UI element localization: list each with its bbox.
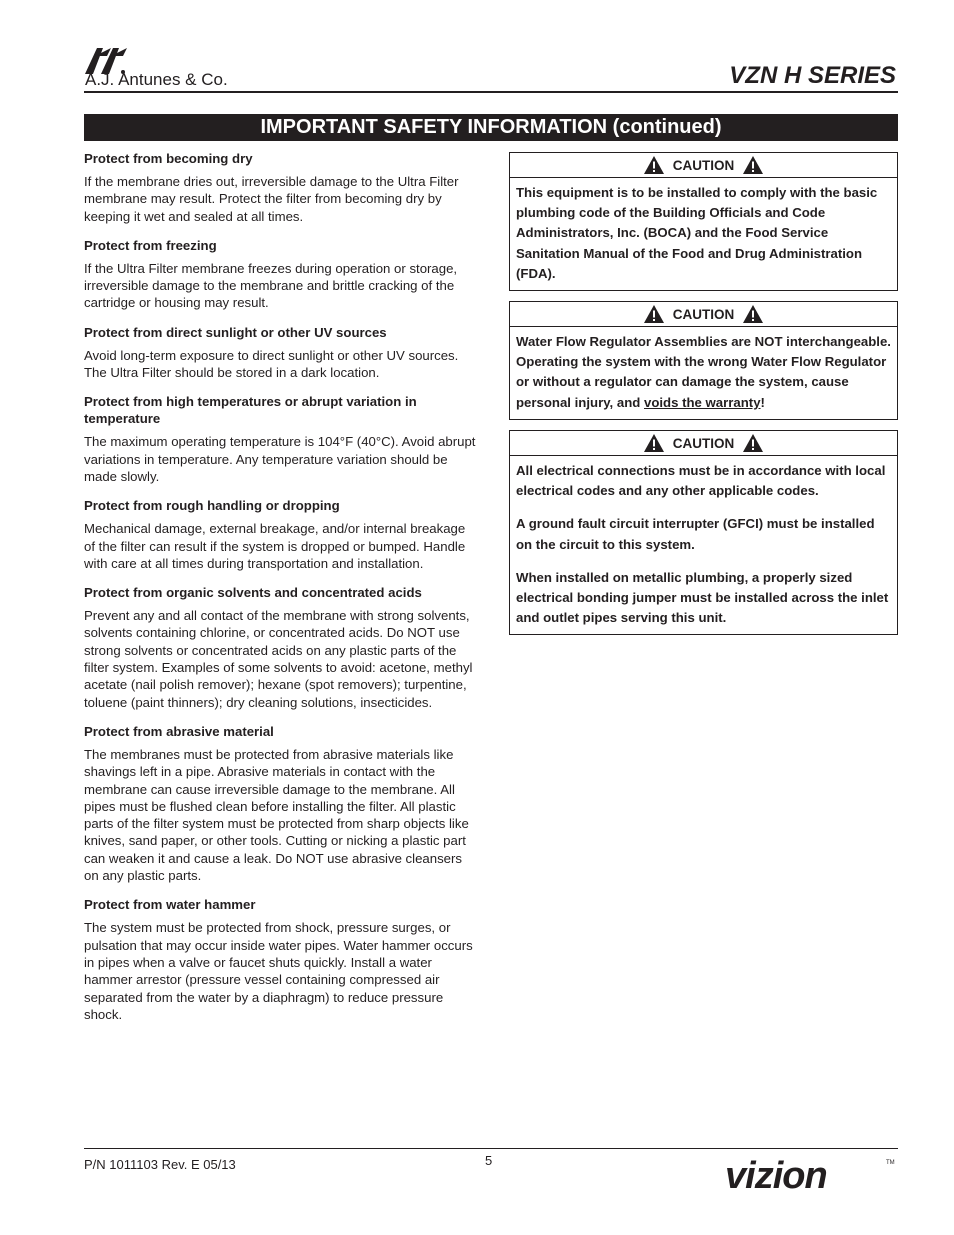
item-body: Mechanical damage, external breakage, and/or internal breakage of the filter can result if the system is dropped or bumped. Handle with care at all times during transportation and installation. xyxy=(84,521,466,571)
caution-paragraph: This equipment is to be installed to comply with the basic plumbing code of the Building Officials and Code Administrators, Inc. (BOCA) and the Food Service Sanitation Manual of the Food and Drug Administration (FDA). xyxy=(516,185,878,281)
warning-triangle-icon xyxy=(643,304,665,324)
header-divider xyxy=(84,91,898,93)
item-body: If the Ultra Filter membrane freezes during operation or storage, irreversible damage to the membrane and brittle cracking of the cartridge or housing may result. xyxy=(84,260,458,311)
caution-header xyxy=(510,153,897,178)
vizion-logo: vizion xyxy=(725,1155,827,1197)
safety-items-column xyxy=(84,150,476,1035)
caution-box-plumbing-code xyxy=(509,152,898,291)
trademark: TM xyxy=(886,1160,895,1166)
item-heading: Protect from freezing xyxy=(84,237,217,253)
item-heading: Protect from organic solvents and concentrated acids xyxy=(84,585,422,601)
series-title: VZN H SERIES xyxy=(729,62,896,89)
section-title: IMPORTANT SAFETY INFORMATION (continued) xyxy=(84,114,898,141)
item-body: Avoid long-term exposure to direct sunlight or other UV sources. The Ultra Filter should be stored in a dark location. xyxy=(84,347,459,381)
caution-box-electrical xyxy=(509,430,898,635)
item-heading: Protect from becoming dry xyxy=(84,151,253,166)
caution-paragraph xyxy=(516,332,891,413)
warning-triangle-icon xyxy=(742,433,764,453)
item-heading: Protect from direct sunlight or other UV sources xyxy=(84,324,387,340)
company-name: A.J. Antunes & Co. xyxy=(85,70,228,89)
caution-text xyxy=(510,178,897,290)
page-number: 5 xyxy=(485,1153,493,1168)
caution-header xyxy=(510,302,897,327)
caution-text-after: ! xyxy=(760,394,765,410)
warning-triangle-icon xyxy=(643,433,665,453)
caution-text-before: Water Flow Regulator Assemblies are NOT interchangeable. Operating the system with the wrong Water Flow Regulator or without a regulator can damage the system, cause personal injury, and xyxy=(516,334,891,410)
company-logo xyxy=(83,44,283,90)
caution-paragraph: All electrical connections must be in accordance with local electrical codes and any other applicable codes. xyxy=(516,463,886,499)
caution-text xyxy=(510,456,897,634)
item-body: The system must be protected from shock, pressure surges, or pulsation that may occur inside water pipes. Water hammer occurs in pipes when a valve or faucet shuts quickly. Install a water hammer arrestor (pressure vessel containing compressed air separated from the water by a diaphragm) to reduce pressure shock. xyxy=(84,920,473,1022)
warranty-notice: voids the warranty xyxy=(644,394,761,410)
caution-text xyxy=(510,327,897,419)
caution-paragraph: When installed on metallic plumbing, a properly sized electrical bonding jumper must be installed across the inlet and outlet pipes serving this unit. xyxy=(516,569,889,626)
warning-triangle-icon xyxy=(742,304,764,324)
caution-header xyxy=(510,431,897,456)
item-heading: Protect from high temperatures or abrupt variation in temperature xyxy=(84,394,417,427)
item-heading: Protect from water hammer xyxy=(84,897,256,913)
item-body: If the membrane dries out, irreversible damage to the Ultra Filter membrane may result. Protect the filter from becoming dry by keeping it wet and sealed at all times. xyxy=(84,174,459,224)
warning-triangle-icon xyxy=(742,155,764,175)
caution-label: CAUTION xyxy=(672,157,735,173)
item-heading: Protect from abrasive material xyxy=(84,723,274,739)
caution-paragraph: A ground fault circuit interrupter (GFCI) must be installed on the circuit to this system. xyxy=(516,516,875,552)
part-number: P/N 1011103 Rev. E 05/13 xyxy=(84,1157,236,1172)
item-body: The membranes must be protected from abrasive materials like shavings left in a pipe. Abrasive materials in contact with the membrane can cause irreversible damage to the membrane. All pipes must be flushed clean before installing the filter. All plastic parts of the filter system must be protected from sharp objects like knives, sand paper, or other tools. Cutting or nicking a plastic part can weaken it and cause a leak. Do NOT use abrasive cleansers on any plastic parts. xyxy=(84,746,469,884)
warning-triangle-icon xyxy=(643,155,665,175)
caution-box-water-flow-regulator xyxy=(509,301,898,420)
item-body: Prevent any and all contact of the membrane with strong solvents, solvents containing chlorine, or concentrated acids. Do NOT use strong solvents or concentrated acids on any plastic parts of the filter system. Examples of some solvents to avoid: acetone, methyl acetate (nail polish remover); hexane (spot removers); turpentine, toluene (paint thinners); dry cleaning solutions, insecticides. xyxy=(84,608,473,710)
item-body: The maximum operating temperature is 104°F (40°C). Avoid abrupt variations in temperature. Any temperature variation should be made slowly. xyxy=(84,434,476,484)
caution-label: CAUTION xyxy=(672,306,735,322)
item-heading: Protect from rough handling or dropping xyxy=(84,498,340,514)
caution-label: CAUTION xyxy=(672,435,735,451)
footer-divider xyxy=(84,1148,898,1149)
